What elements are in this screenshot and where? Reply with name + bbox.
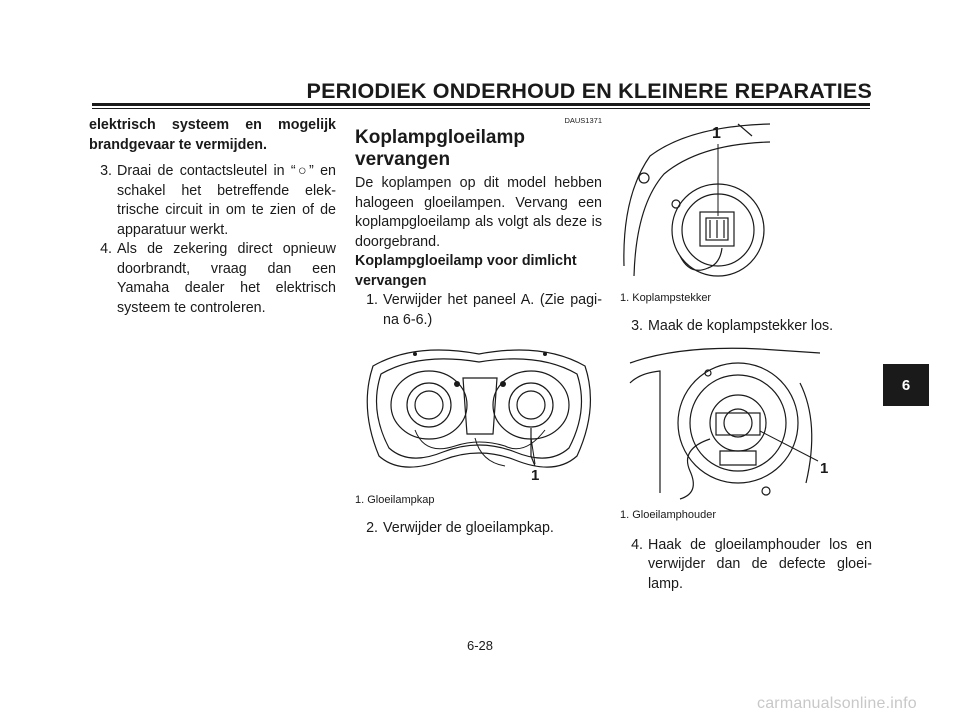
page-number: 6-28 bbox=[466, 638, 494, 653]
step-number: 4. bbox=[100, 241, 112, 257]
figure-callout: 1 bbox=[712, 125, 721, 142]
step-text: Verwijder het paneel A. (Zie pagi-na 6-6.) bbox=[383, 292, 602, 328]
step-text: Maak de koplampstekker los. bbox=[648, 318, 834, 334]
section-code: DAUS1371 bbox=[564, 116, 602, 125]
figure-callout: 1 bbox=[820, 459, 829, 477]
step-number: 2. bbox=[366, 520, 378, 536]
column-middle bbox=[355, 116, 602, 539]
step-text: Haak de gloeilamphouder los en verwijder dan de defecte gloei-lamp. bbox=[648, 536, 872, 592]
step-number: 3. bbox=[100, 163, 112, 179]
step-text: Als de zekering direct opnieuw doorbrandt, vraag dan een Yamaha dealer het elektrisch systeem te controleren. bbox=[117, 241, 336, 316]
figure-headlight-assembly bbox=[355, 338, 602, 488]
subheading: Koplampgloeilamp voor dimlicht vervangen bbox=[355, 253, 577, 289]
figure-caption: 1. Koplampstekker bbox=[620, 292, 712, 304]
figure-caption: 1. Gloeilampkap bbox=[355, 494, 435, 506]
column-right bbox=[620, 116, 872, 594]
figure-caption: 1. Gloeilamphouder bbox=[620, 508, 717, 521]
watermark: carmanualsonline.info bbox=[757, 695, 917, 712]
step-number: 3. bbox=[631, 318, 643, 334]
chapter-tab: 6 bbox=[883, 364, 929, 406]
step-2 bbox=[355, 519, 602, 539]
body-text: De koplampen op dit model hebben halogeen gloeilampen. Vervang een koplampgloeilamp als volgt als deze is doorgebrand. bbox=[355, 175, 602, 250]
intro-text: elektrisch systeem en mogelijk brandgevaar te vermijden. bbox=[89, 117, 336, 153]
figure-headlight-connector bbox=[620, 116, 872, 286]
headlight-connector-illustration bbox=[620, 116, 770, 286]
figure-bulb-holder bbox=[620, 343, 872, 503]
step-3 bbox=[620, 317, 872, 337]
step-4 bbox=[89, 240, 336, 318]
step-4 bbox=[620, 536, 872, 595]
step-text: Verwijder de gloeilampkap. bbox=[383, 520, 554, 536]
step-text: Draai de contactsleutel in “○” en schakel het betreffende elek-trische circuit in om te zien of de apparatuur werkt. bbox=[117, 163, 336, 238]
header-rule-thin bbox=[92, 108, 870, 109]
step-1 bbox=[355, 291, 602, 330]
step-number: 4. bbox=[631, 536, 643, 553]
header-rule bbox=[92, 103, 870, 106]
column-left bbox=[89, 116, 336, 318]
figure-callout: 1 bbox=[531, 467, 540, 484]
step-3 bbox=[89, 162, 336, 240]
step-number: 1. bbox=[366, 292, 378, 308]
bulb-holder-illustration bbox=[620, 343, 840, 503]
page-header-title: PERIODIEK ONDERHOUD EN KLEINERE REPARATIES bbox=[306, 79, 872, 103]
section-title: Koplampgloeilamp vervangen bbox=[355, 127, 525, 170]
headlight-assembly-illustration bbox=[355, 338, 602, 488]
